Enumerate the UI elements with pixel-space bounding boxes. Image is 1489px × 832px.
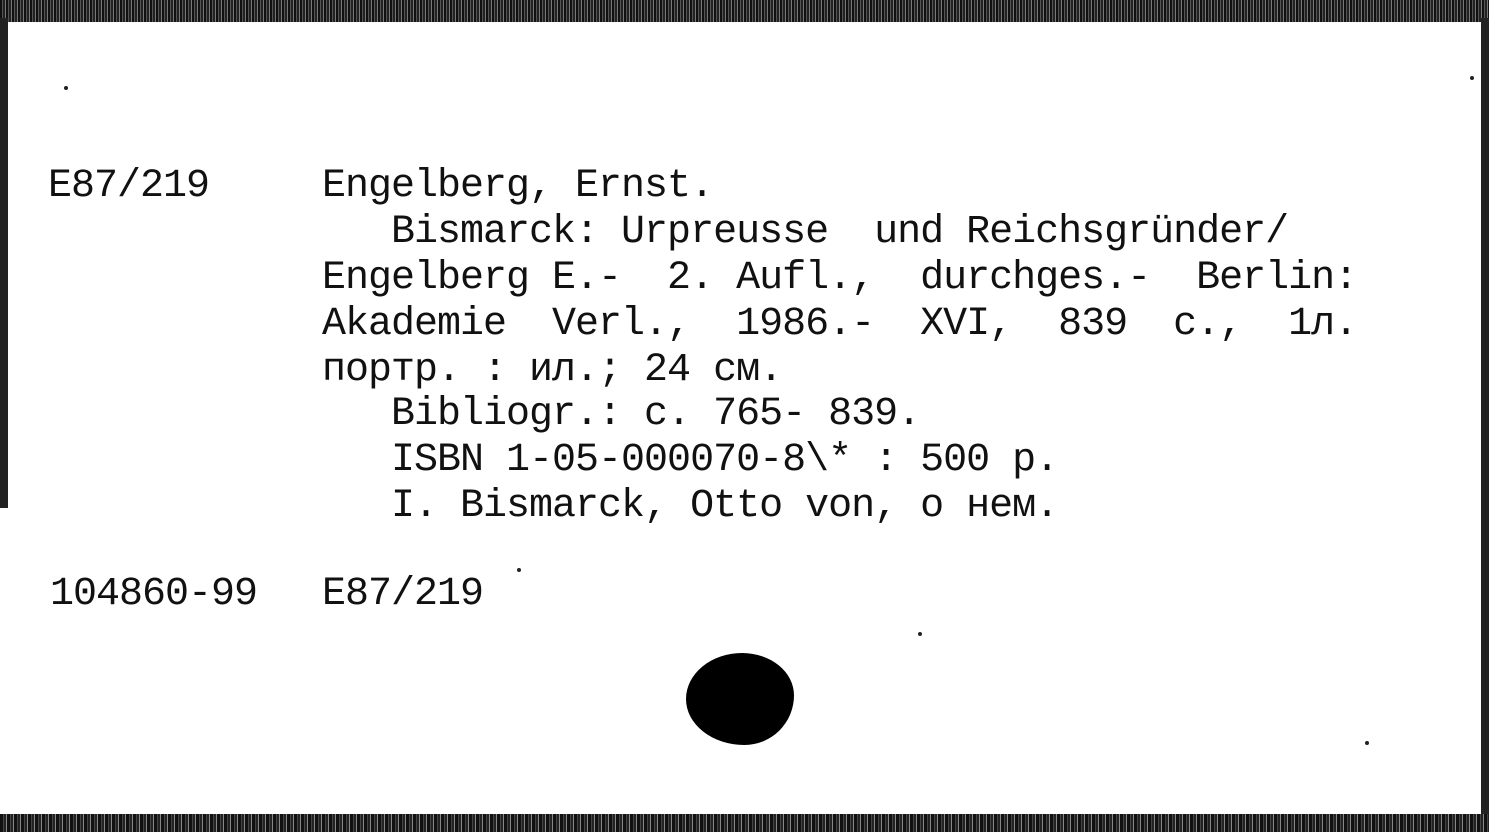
scan-speck bbox=[64, 86, 68, 90]
title-line-3: Akademie Verl., 1986.- XVI, 839 c., 1л. bbox=[322, 302, 1358, 347]
title-line-2: Engelberg E.- 2. Aufl., durchges.- Berlin: bbox=[322, 256, 1358, 301]
scan-bottom-edge bbox=[0, 814, 1489, 832]
title-line-4: портр. : ил.; 24 см. bbox=[322, 348, 783, 393]
subject-entry: I. Bismarck, Otto von, о нем. bbox=[322, 484, 1059, 529]
accession-shelf-mark: E87/219 bbox=[322, 572, 484, 617]
bibliography-note: Bibliogr.: c. 765- 839. bbox=[322, 392, 921, 437]
title-line-1: Bismarck: Urpreusse und Reichsgründer/ bbox=[322, 210, 1289, 255]
author-heading: Engelberg, Ernst. bbox=[322, 164, 714, 209]
shelf-mark: E87/219 bbox=[48, 164, 210, 209]
scan-top-edge bbox=[0, 0, 1489, 22]
punch-hole bbox=[686, 653, 794, 745]
isbn-price-note: ISBN 1-05-000070-8\* : 500 р. bbox=[322, 438, 1059, 483]
scan-speck bbox=[1470, 76, 1474, 80]
accession-number: 104860-99 bbox=[50, 572, 258, 617]
scan-left-edge bbox=[0, 18, 8, 508]
scan-speck bbox=[1365, 741, 1369, 745]
scan-speck bbox=[918, 632, 922, 636]
scan-right-edge bbox=[1481, 18, 1489, 818]
scan-speck bbox=[517, 568, 521, 572]
